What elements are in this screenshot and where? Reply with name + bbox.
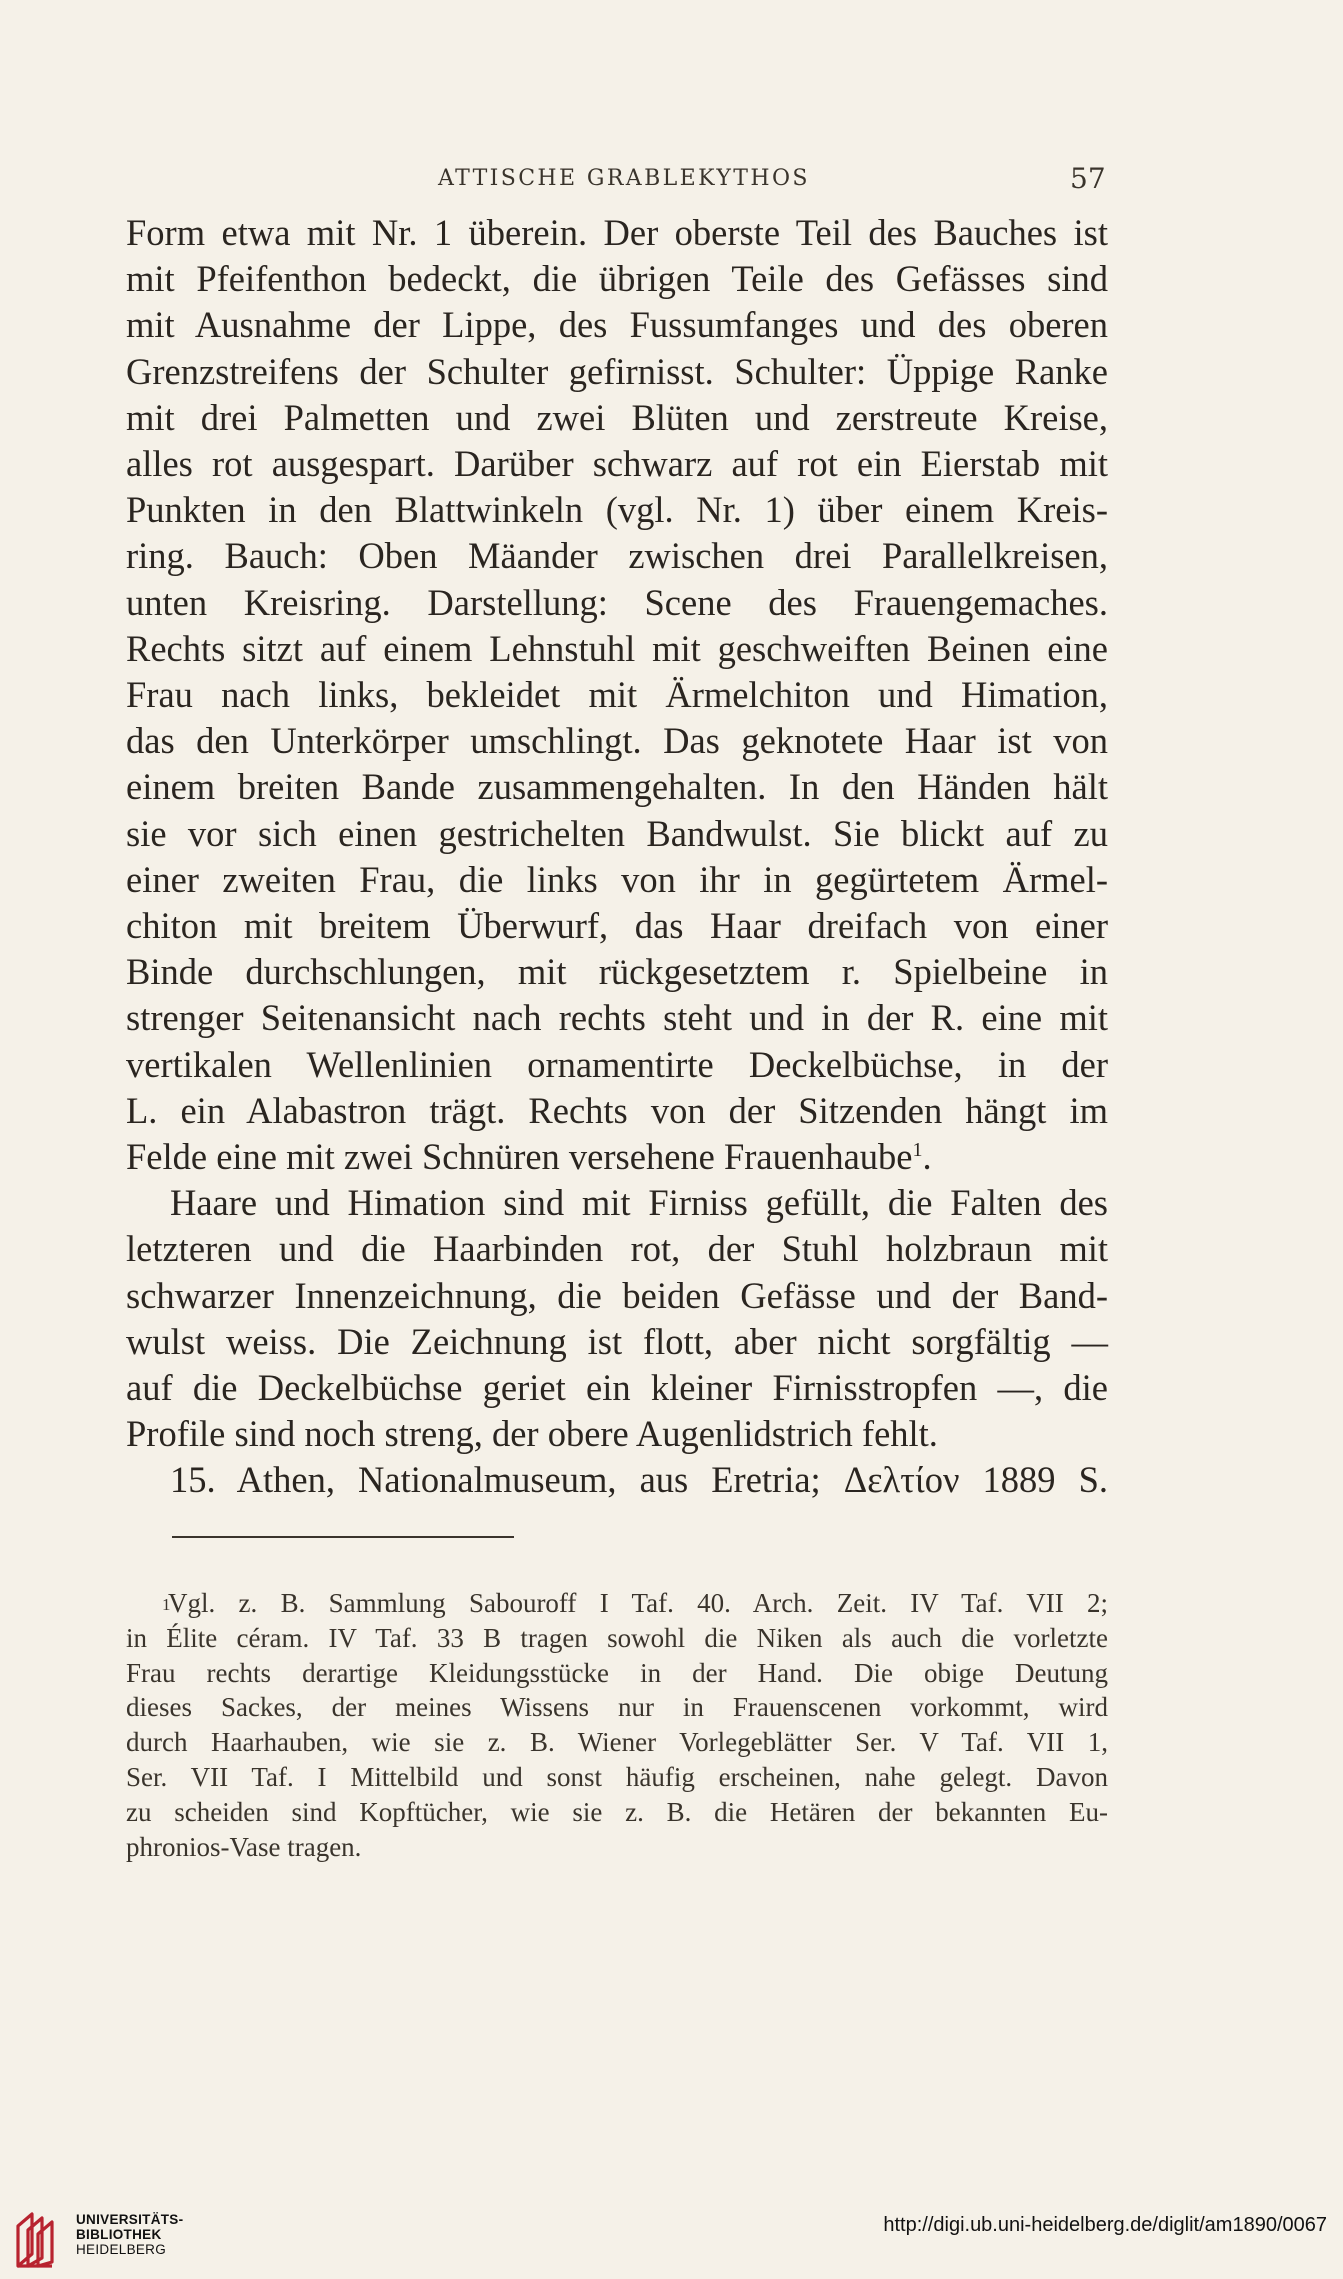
footnote-line: Frau rechts derartige Kleidungsstücke in der Hand. Die obige Deutung [126, 1657, 1108, 1688]
paragraph-1 [126, 210, 1108, 1180]
footnote-line-last: phronios-Vase tragen. [126, 1831, 362, 1862]
text-line-last: Profile sind noch streng, der obere Augenlidstrich fehlt. [126, 1413, 938, 1455]
text-line: Form etwa mit Nr. 1 überein. Der oberste Teil des Bauches ist [126, 212, 1108, 253]
text-line: vertikalen Wellenlinien ornamentirte Deckelbüchse, in der [126, 1043, 1108, 1085]
text-line: sie vor sich einen gestrichelten Bandwulst. Sie blickt auf zu [126, 812, 1108, 854]
library-name-line-3: HEIDELBERG [76, 2242, 167, 2257]
footnote-line: in Élite céram. IV Taf. 33 B tragen sowohl die Niken als auch die vorletzte [126, 1622, 1108, 1653]
text-line: 15. Athen, Nationalmuseum, aus Eretria; Δελτίον 1889 S. [170, 1459, 1108, 1501]
library-name-line-2: BIBLIOTHEK [76, 2227, 162, 2242]
footer-bar [0, 2200, 1343, 2279]
text-line: unten Kreisring. Darstellung: Scene des Frauengemaches. [126, 581, 1108, 623]
text-line: alles rot ausgespart. Darüber schwarz auf rot ein Eierstab mit [126, 443, 1108, 485]
library-name [76, 2212, 183, 2257]
footnote-marker: 1 [162, 1595, 171, 1614]
text-line: chiton mit breitem Überwurf, das Haar dreifach von einer [126, 905, 1108, 947]
paragraph-3 [126, 1457, 1108, 1503]
text-line: Grenzstreifens der Schulter gefirnisst. Schulter: Üppige Ranke [126, 350, 1108, 392]
text-line: mit drei Palmetten und zwei Blüten und zerstreute Kreise, [126, 396, 1108, 438]
footnote-line: zu scheiden sind Kopftücher, wie sie z. B. die Hetären der bekannten Eu- [126, 1796, 1108, 1827]
last-line-end: . [922, 1136, 932, 1178]
text-line-last [126, 1134, 1108, 1180]
page-number: 57 [1070, 162, 1106, 195]
text-line: mit Pfeifenthon bedeckt, die übrigen Teile des Gefässes sind [126, 258, 1108, 300]
text-line: letzteren und die Haarbinden rot, der Stuhl holzbraun mit [126, 1228, 1108, 1270]
footnote-line: durch Haarhauben, wie sie z. B. Wiener Vorlegeblätter Ser. V Taf. VII 1, [126, 1727, 1108, 1758]
text-line: wulst weiss. Die Zeichnung ist flott, aber nicht sorgfältig — [126, 1320, 1108, 1362]
text-line: das den Unterkörper umschlingt. Das geknotete Haar ist von [126, 720, 1108, 762]
running-title: ATTISCHE GRABLEKYTHOS [438, 166, 810, 191]
last-line-text: Felde eine mit zwei Schnüren versehene Frauenhaube [126, 1136, 913, 1178]
text-line: ring. Bauch: Oben Mäander zwischen drei Parallelkreisen, [126, 535, 1108, 577]
text-line: strenger Seitenansicht nach rechts steht und in der R. eine mit [126, 997, 1108, 1039]
footnote-divider [172, 1536, 514, 1538]
footnote-line: dieses Sackes, der meines Wissens nur in Frauenscenen vorkommt, wird [126, 1692, 1108, 1723]
text-line: Haare und Himation sind mit Firniss gefüllt, die Falten des [170, 1182, 1108, 1224]
text-line: einem breiten Bande zusammengehalten. In den Händen hält [126, 766, 1108, 808]
paragraph-2 [126, 1180, 1108, 1457]
footnote-reference[interactable]: 1 [912, 1138, 923, 1161]
source-url-link[interactable]: http://digi.ub.uni-heidelberg.de/diglit/am1890/0067 [883, 2214, 1327, 2236]
footnote-line: Ser. VII Taf. I Mittelbild und sonst häufig erscheinen, nahe gelegt. Davon [126, 1761, 1108, 1792]
heidelberg-library-logo-icon [14, 2208, 70, 2270]
text-line: Punkten in den Blattwinkeln (vgl. Nr. 1) über einem Kreis- [126, 489, 1108, 531]
body-text [126, 210, 1108, 1504]
library-name-line-1: UNIVERSITÄTS- [76, 2212, 184, 2227]
running-head [0, 162, 1343, 202]
footnotes [126, 1586, 1108, 1864]
text-line: mit Ausnahme der Lippe, des Fussumfanges und des oberen [126, 304, 1108, 346]
footnote-line: Vgl. z. B. Sammlung Sabouroff I Taf. 40. Arch. Zeit. IV Taf. VII 2; [168, 1588, 1108, 1618]
text-line: auf die Deckelbüchse geriet ein kleiner Firnisstropfen —, die [126, 1367, 1108, 1409]
text-line: Binde durchschlungen, mit rückgesetztem r. Spielbeine in [126, 951, 1108, 993]
text-line: schwarzer Innenzeichnung, die beiden Gefässe und der Band- [126, 1274, 1108, 1316]
text-line: Frau nach links, bekleidet mit Ärmelchiton und Himation, [126, 674, 1108, 716]
text-line: Rechts sitzt auf einem Lehnstuhl mit geschweiften Beinen eine [126, 627, 1108, 669]
text-line: L. ein Alabastron trägt. Rechts von der Sitzenden hängt im [126, 1089, 1108, 1131]
text-line: einer zweiten Frau, die links von ihr in gegürtetem Ärmel- [126, 858, 1108, 900]
